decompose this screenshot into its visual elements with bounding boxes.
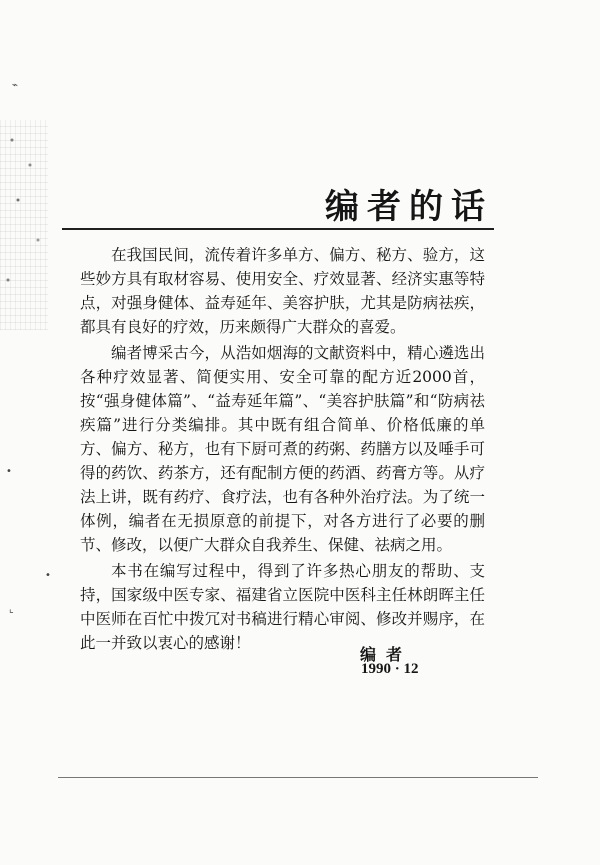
scan-mark: • [45,570,51,581]
acknowledgement-paragraph: 本书在编写过程中，得到了许多热心朋友的帮助、支持，国家级中医专家、福建省立医院中医科主任林朗晖主任中医师在百忙中拨冗对书稿进行精心审阅、修改并赐序，在此一并致以衷心的感谢！ [80,562,485,652]
scan-mark: ⌞ [9,604,14,615]
compilation-paragraph: 编者博采古今，从浩如烟海的文献资料中，精心遴选出各种疗效显著、简便实用、安全可靠的配方近2000首，按“强身健体篇”、“益寿延年篇”、“美容护肤篇”和“防病祛疾篇”进行分类编排。其中既有组合简单、价格低廉的单方、偏方、秘方，也有下厨可煮的药粥、药膳方以及唾手可得的药饮、药茶方，还有配制方便的药酒、药膏方等。从疗法上讲，既有药疗、食疗法，也有各种外治疗法。为了统一体例，编者在无损原意的前提下，对各方进行了必要的删节、修改，以便广大群众自我养生、保健、祛病之用。 [80,344,485,554]
author-signature: 编者 [360,645,413,664]
document-body [80,243,485,655]
title-divider [62,228,494,230]
scanned-page-edge [0,120,48,330]
bottom-rule [58,777,538,778]
scan-mark: • [6,466,12,477]
document-title: 编者的话 [325,187,493,227]
scan-mark: ⌁ [12,80,19,91]
intro-paragraph: 在我国民间，流传着许多单方、偏方、秘方、验方，这些妙方具有取材容易、使用安全、疗效显著、经济实惠等特点，对强身健体、益寿延年、美容护肤，尤其是防病祛疾，都具有良好的疗效，历来颇得广大群众的喜爱。 [80,246,485,336]
document-date: 1990 · 12 [361,661,419,677]
